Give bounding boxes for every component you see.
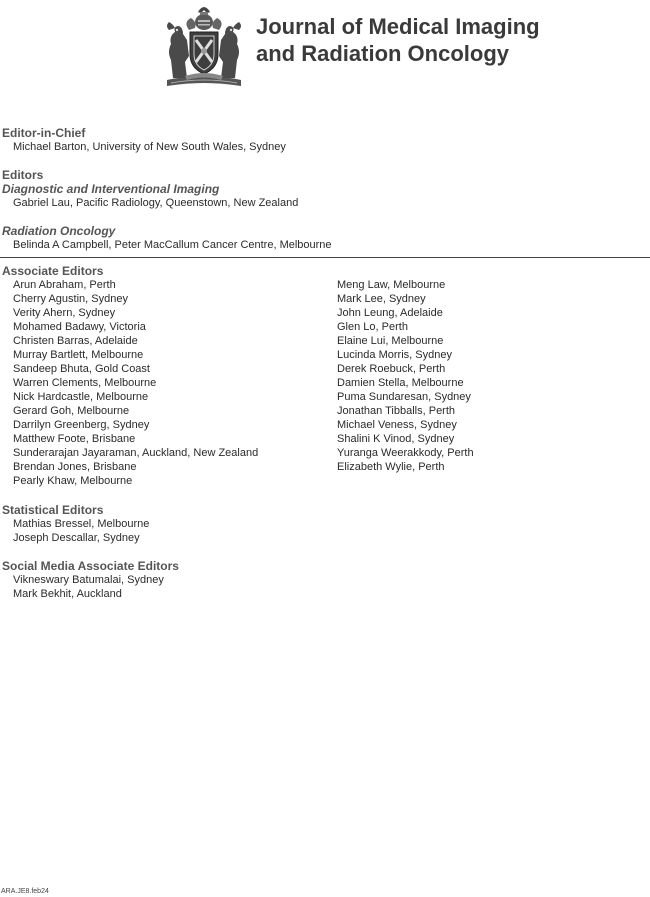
- associate-editors-left-column: [2, 278, 332, 488]
- list-item: Yuranga Weerakkody, Perth: [337, 447, 474, 459]
- editor-in-chief-heading: Editor-in-Chief: [2, 126, 86, 140]
- footer-code: ARA.JE8.feb24: [1, 888, 49, 895]
- list-item: Brendan Jones, Brisbane: [13, 461, 137, 473]
- list-item: Christen Barras, Adelaide: [13, 335, 138, 347]
- associate-editors-section: [2, 264, 648, 487]
- list-item: Joseph Descallar, Sydney: [13, 532, 140, 544]
- list-item: Shalini K Vinod, Sydney: [337, 433, 455, 445]
- list-item: Nick Hardcastle, Melbourne: [13, 391, 149, 403]
- college-crest-logo: [163, 0, 245, 88]
- list-item: Vikneswary Batumalai, Sydney: [13, 574, 164, 586]
- social-media-editors-heading: Social Media Associate Editors: [2, 559, 179, 573]
- editors-heading: Editors: [2, 168, 44, 182]
- list-item: Mathias Bressel, Melbourne: [13, 518, 150, 530]
- list-item: Verity Ahern, Sydney: [13, 307, 116, 319]
- list-item: Derek Roebuck, Perth: [337, 363, 446, 375]
- list-item: Murray Bartlett, Melbourne: [13, 349, 144, 361]
- list-item: Meng Law, Melbourne: [337, 279, 446, 291]
- list-item: Lucinda Morris, Sydney: [337, 349, 452, 361]
- list-item: Damien Stella, Melbourne: [337, 377, 464, 389]
- diagnostic-imaging-editor: Gabriel Lau, Pacific Radiology, Queenstown, New Zealand: [13, 197, 299, 209]
- journal-title-line-2: and Radiation Oncology: [256, 41, 510, 66]
- list-item: Puma Sundaresan, Sydney: [337, 391, 471, 403]
- radiation-oncology-editor: Belinda A Campbell, Peter MacCallum Cancer Centre, Melbourne: [13, 239, 332, 251]
- list-item: Mark Lee, Sydney: [337, 293, 426, 305]
- associate-editors-heading: Associate Editors: [2, 264, 104, 278]
- list-item: Mark Bekhit, Auckland: [13, 588, 122, 600]
- statistical-editors-heading: Statistical Editors: [2, 503, 104, 517]
- list-item: Matthew Foote, Brisbane: [13, 433, 136, 445]
- list-item: Cherry Agustin, Sydney: [13, 293, 128, 305]
- journal-title: [256, 13, 646, 67]
- editorial-board-bottom: [2, 503, 648, 601]
- editor-in-chief-entry: Michael Barton, University of New South Wales, Sydney: [13, 141, 286, 153]
- list-item: Pearly Khaw, Melbourne: [13, 475, 133, 487]
- list-item: Michael Veness, Sydney: [337, 419, 457, 431]
- list-item: Warren Clements, Melbourne: [13, 377, 157, 389]
- list-item: Mohamed Badawy, Victoria: [13, 321, 146, 333]
- radiation-oncology-subheading: Radiation Oncology: [2, 224, 116, 238]
- list-item: Jonathan Tibballs, Perth: [337, 405, 456, 417]
- associate-editors-right-column: [326, 278, 646, 474]
- section-divider: [0, 257, 650, 258]
- editorial-board-top: [2, 126, 648, 252]
- list-item: Arun Abraham, Perth: [13, 279, 116, 291]
- list-item: Elaine Lui, Melbourne: [337, 335, 444, 347]
- journal-title-line-1: Journal of Medical Imaging: [256, 14, 540, 39]
- list-item: Darrilyn Greenberg, Sydney: [13, 419, 150, 431]
- list-item: Elizabeth Wylie, Perth: [337, 461, 445, 473]
- list-item: John Leung, Adelaide: [337, 307, 443, 319]
- list-item: Gerard Goh, Melbourne: [13, 405, 130, 417]
- list-item: Glen Lo, Perth: [337, 321, 408, 333]
- list-item: Sandeep Bhuta, Gold Coast: [13, 363, 150, 375]
- diagnostic-imaging-subheading: Diagnostic and Interventional Imaging: [2, 182, 220, 196]
- list-item: Sunderarajan Jayaraman, Auckland, New Zealand: [13, 447, 259, 459]
